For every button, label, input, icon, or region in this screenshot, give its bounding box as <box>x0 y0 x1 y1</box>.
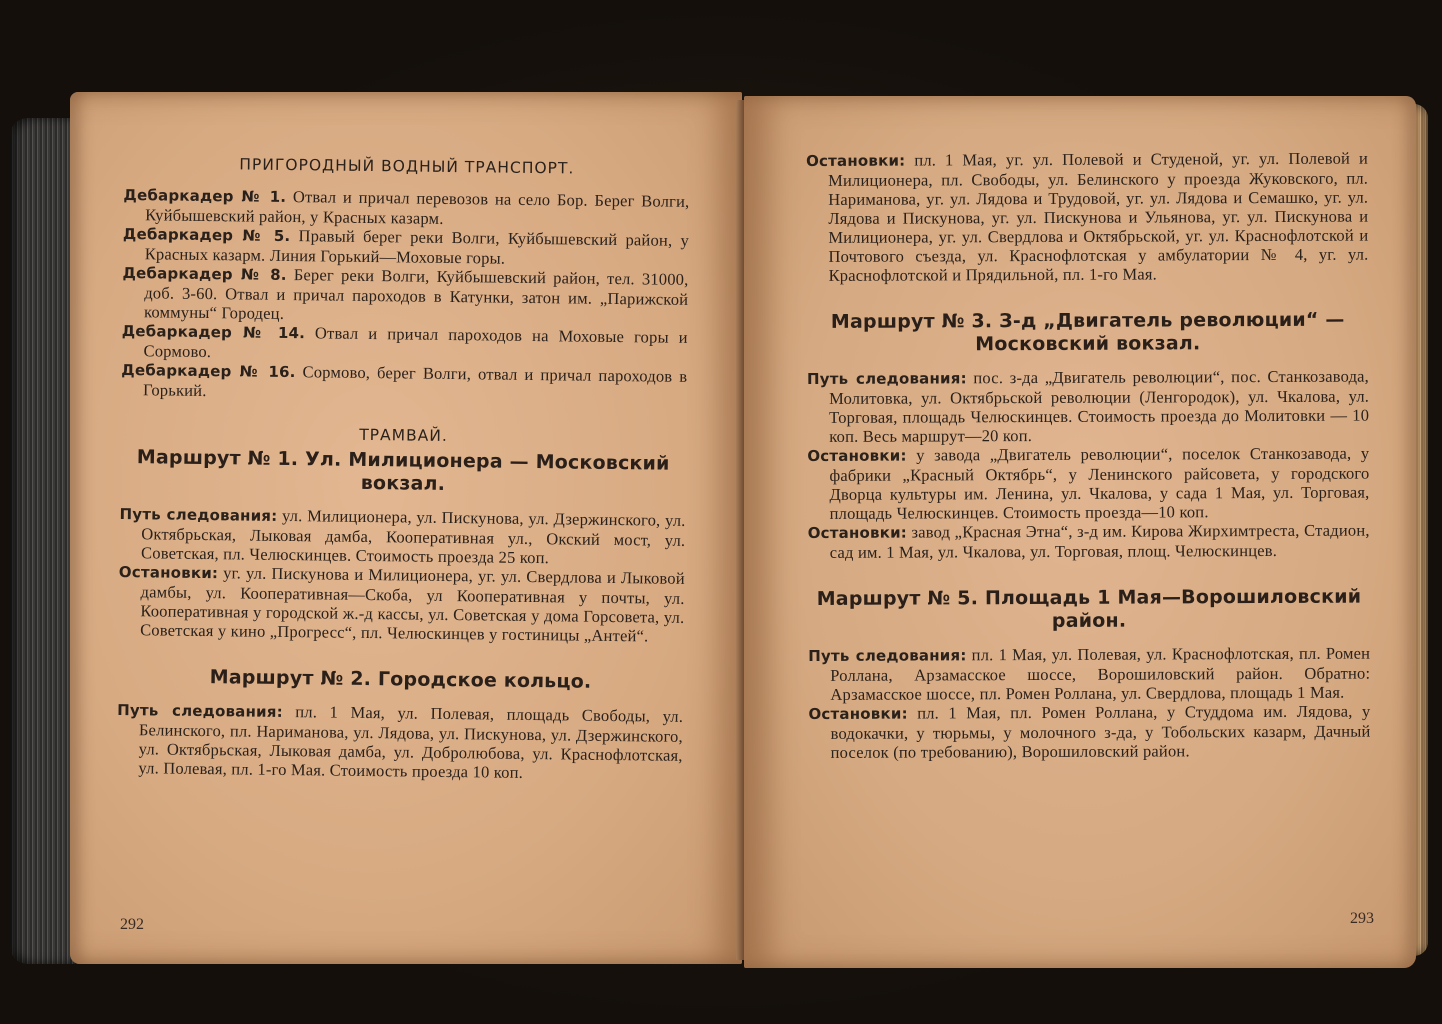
section-title-tram: ТРАМВАЙ. <box>359 425 448 445</box>
page-number-right: 293 <box>1350 910 1374 927</box>
route-2-stops <box>806 149 1369 285</box>
right-page <box>744 96 1416 968</box>
stops-text: завод „Красная Этна“, з-д им. Кирова Жирхимтреста, Стадион, сад им. 1 Мая, ул. Чкалова, ул. Торговая, площ. Челюскинцев. <box>829 520 1370 562</box>
pier-text: Сормово, берег Волги, отвал и причал пароходов в Горький. <box>142 362 688 401</box>
pier-label: Дебаркадер № 16. <box>121 360 296 382</box>
path-label: Путь следования: <box>808 646 967 665</box>
left-page <box>70 92 742 964</box>
route-5-stops <box>808 702 1370 762</box>
route-1-path <box>119 504 686 569</box>
pier-entry <box>123 224 689 270</box>
pier-text: Отвал и причал пароходов на Моховые горы и Сормово. <box>143 323 688 362</box>
route-1-title: Маршрут № 1. Ул. Милиционера — Московский вокзал. <box>136 446 670 495</box>
right-page-content <box>806 149 1371 762</box>
route-3-stops-alt <box>808 521 1370 562</box>
pier-entry <box>123 185 689 231</box>
route-3-title: Маршрут № 3. З-д „Двигатель революции“ — Московский вокзал. <box>830 308 1345 356</box>
route-5-title: Маршрут № 5. Площадь 1 Мая—Ворошиловский район. <box>816 585 1362 632</box>
pier-text: Правый берег реки Волги, Куйбышевский район, у Красных казарм. Линия Горький—Моховые горы. <box>144 226 690 268</box>
route-2-title: Маршрут № 2. Городское кольцо. <box>209 666 592 693</box>
pier-entry <box>121 360 687 406</box>
pier-entry <box>122 263 689 328</box>
path-text: пл. 1 Мая, ул. Полевая, площадь Свободы, ул. Белинского, пл. Нариманова, ул. Лядова, ул. Пискунова, ул. Дзержинского, ул. Октябрьская, Лыковая дамба, ул. Добролюбова, ул. Краснофлотская, ул. Полевая, пл. 1-го Мая. Стоимость проезда 10 коп. <box>138 701 684 782</box>
pier-label: Дебаркадер № 14. <box>121 321 306 343</box>
page-number-left: 292 <box>120 916 144 933</box>
route-5-path <box>808 644 1370 704</box>
left-page-content <box>116 152 690 784</box>
path-text: пл. 1 Мая, ул. Полевая, ул. Краснофлотская, пл. Ромен Роллана, Арзамасское шоссе, Ворошиловский район. Обратно: Арзамасское шоссе, пл. Ромен Роллана, ул. Свердлова, площадь 1 Мая. <box>830 643 1371 704</box>
stops-text: уг. ул. Пискунова и Милиционера, уг. ул. Свердлова и Лыковой дамбы, ул. Кооперативная—Скоба, ул Кооперативная у почты, ул. Кооперативная у городской ж.-д кассы, ул. Советская у дома Горсовета, ул. Советская у кино „Прогресс“, пл. Челюскинцев у гостиницы „Антей“. <box>140 563 685 646</box>
stops-label: Остановки: <box>806 151 906 170</box>
pier-label: Дебаркадер № 8. <box>122 263 287 284</box>
pier-label: Дебаркадер № 1. <box>123 185 287 206</box>
path-label: Путь следования: <box>806 369 967 388</box>
route-3-path <box>807 367 1369 446</box>
pier-label: Дебаркадер № 5. <box>122 224 291 246</box>
stops-text: у завода „Двигатель революции“, поселок Станкозавода, у фабрики „Красный Октябрь“, у Ленинского райсовета, у городского Дворца культуры им. Ленина, ул. Чкалова, у сада 1 Мая, ул. Торговая, площадь Челюскинцев. Стоимость проезда—10 коп. <box>829 443 1370 523</box>
stops-text: пл. 1 Мая, пл. Ромен Роллана, у Студдома им. Лядова, у водокачки, у тюрьмы, у молочного з-да, у Тобольских казарм, Дачный поселок (по требованию), Ворошиловский район. <box>830 701 1371 762</box>
section-title-water-transport: ПРИГОРОДНЫЙ ВОДНЫЙ ТРАНСПОРТ. <box>239 155 575 178</box>
path-text: ул. Милиционера, ул. Пискунова, ул. Дзержинского, ул. Октябрьская, Лыковая дамба, Кооперативная ул., Окский мост, ул. Советская, пл. Челюскинцев. Стоимость проезда 25 коп. <box>140 505 686 568</box>
stops-label: Остановки: <box>807 523 908 542</box>
path-text: пос. з-да „Двигатель революции“, пос. Станкозавода, Молитовка, ул. Октябрьской революции (Ленгородок), ул. Чкалова, ул. Торговая, площадь Челюскинцев. Стоимость проезда до Молитовки — 10 коп. Весь маршрут—20 коп. <box>829 366 1370 446</box>
stops-label: Остановки: <box>808 704 908 723</box>
route-2-path <box>116 700 683 784</box>
path-label: Путь следования: <box>117 700 283 721</box>
page-stack-left <box>10 118 78 964</box>
pier-entry <box>121 321 687 367</box>
route-3-stops <box>807 444 1369 523</box>
stops-label: Остановки: <box>118 562 219 583</box>
route-1-stops <box>118 562 685 646</box>
stops-text: пл. 1 Мая, уг. ул. Полевой и Студеной, уг. ул. Полевой и Милиционера, пл. Свободы, ул. Белинского у проезда Жуковского, пл. Нариманова, уг. ул. Лядова и Трудовой, уг. ул. Лядова и Семашко, уг. ул. Лядова и Пискунова, уг. ул. Пискунова и Ульянова, уг. ул. Пискунова и Милиционера, уг. ул. Свердлова и Октябрьской, уг. ул. Краснофлотской и Почтового съезда, ул. Краснофлотская у амбулатории № 4, уг. ул. Краснофлотской и Прядильной, пл. 1-го Мая. <box>828 148 1369 285</box>
stops-label: Остановки: <box>807 446 907 465</box>
pier-text: Берег реки Волги, Куйбышевский район, тел. 31000, доб. 3-60. Отвал и причал пароходов в Катунки, затон им. „Парижской коммуны“ Городец. <box>143 264 689 323</box>
pier-text: Отвал и причал перевозов на село Бор. Берег Волги, Куйбышевский район, у Красных казарм. <box>145 186 690 228</box>
path-label: Путь следования: <box>119 504 278 525</box>
